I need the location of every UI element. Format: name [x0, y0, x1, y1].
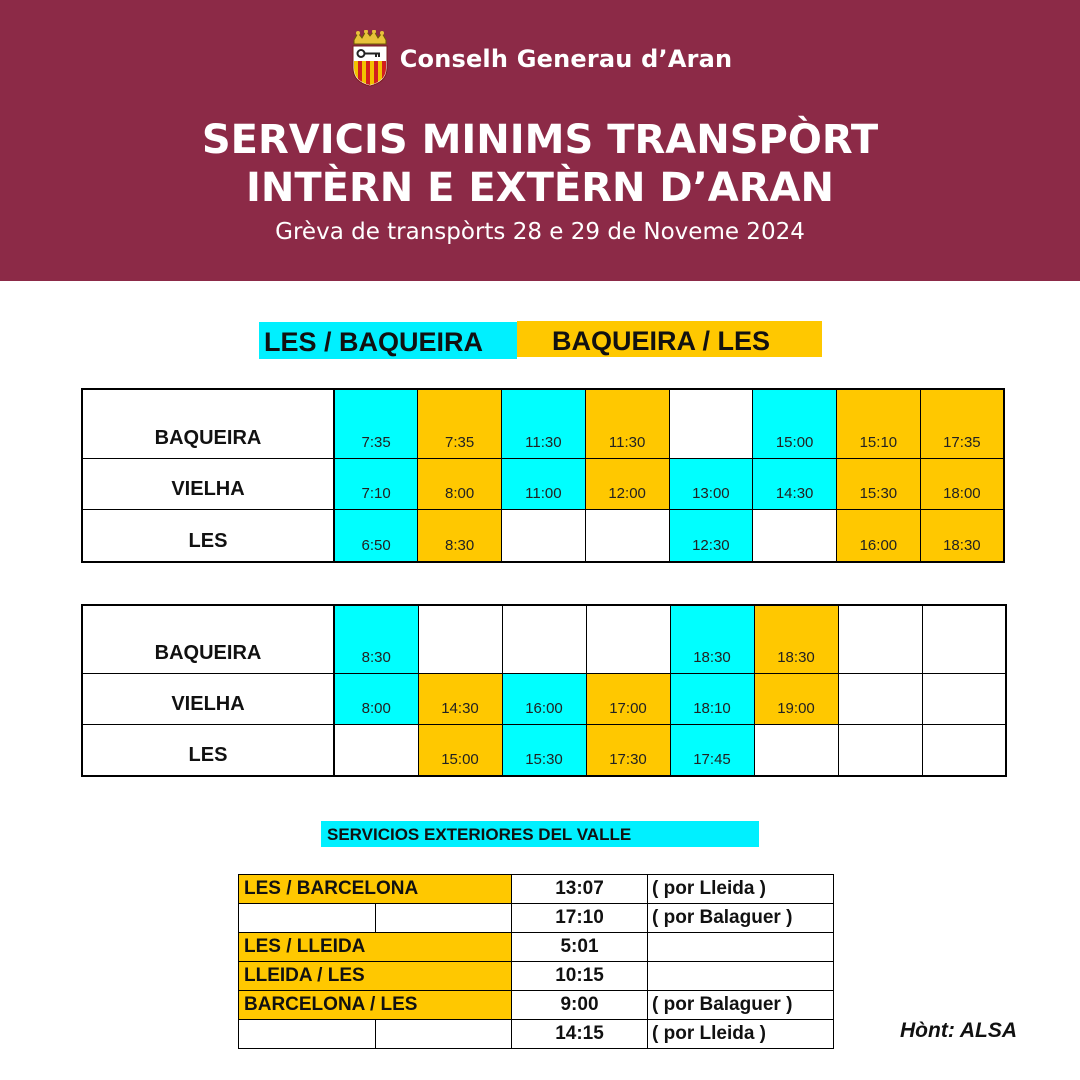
brand	[0, 30, 1080, 88]
route-via-note	[648, 962, 834, 991]
exterior-row	[239, 991, 834, 1020]
departure-time: 5:01	[512, 933, 648, 962]
departure-time	[502, 509, 586, 562]
legend-les-baqueira: LES / BAQUEIRA	[259, 322, 517, 359]
departure-time: 15:00	[418, 724, 502, 776]
departure-time	[922, 724, 1006, 776]
route-name: LLEIDA / LES	[239, 962, 512, 991]
empty-cell	[376, 1020, 512, 1049]
departure-time	[754, 724, 838, 776]
departure-time	[418, 605, 502, 673]
coat-of-arms-icon	[348, 30, 392, 88]
departure-time	[753, 509, 837, 562]
stop-name: BAQUEIRA	[82, 389, 334, 458]
stop-name: VIELHA	[82, 458, 334, 509]
departure-time: 8:00	[418, 458, 502, 509]
departure-time: 8:00	[334, 673, 418, 724]
departure-time: 16:00	[837, 509, 921, 562]
route-via-note: ( por Lleida )	[648, 875, 834, 904]
departure-time	[922, 673, 1006, 724]
departure-time: 15:30	[502, 724, 586, 776]
schedule-1-body	[82, 389, 1004, 562]
departure-time: 18:00	[920, 458, 1004, 509]
departure-time	[922, 605, 1006, 673]
departure-time: 11:30	[502, 389, 586, 458]
stop-name: LES	[82, 724, 334, 776]
exterior-row	[239, 962, 834, 991]
departure-time: 8:30	[418, 509, 502, 562]
departure-time: 7:35	[334, 389, 418, 458]
departure-time: 18:30	[754, 605, 838, 673]
departure-time: 16:00	[502, 673, 586, 724]
org-name: Conselh Generau d’Aran	[399, 45, 733, 73]
page-title	[0, 116, 1080, 212]
departure-time: 17:00	[586, 673, 670, 724]
exterior-row	[239, 933, 834, 962]
empty-cell	[239, 1020, 376, 1049]
schedule-2-body	[82, 605, 1006, 776]
departure-time: 14:15	[512, 1020, 648, 1049]
departure-time: 7:10	[334, 458, 418, 509]
title-line-2: INTÈRN E EXTÈRN D’ARAN	[246, 165, 834, 211]
schedule-row	[82, 389, 1004, 458]
schedule-row	[82, 509, 1004, 562]
exterior-services-title: SERVICIOS EXTERIORES DEL VALLE	[321, 821, 759, 847]
departure-time	[585, 509, 669, 562]
departure-time: 17:35	[920, 389, 1004, 458]
departure-time: 15:30	[837, 458, 921, 509]
stop-name: LES	[82, 509, 334, 562]
departure-time	[838, 673, 922, 724]
schedule-row	[82, 605, 1006, 673]
departure-time	[334, 724, 418, 776]
departure-time: 12:00	[585, 458, 669, 509]
departure-time: 14:30	[753, 458, 837, 509]
header-banner	[0, 0, 1080, 281]
exterior-row	[239, 904, 834, 933]
route-via-note: ( por Lleida )	[648, 1020, 834, 1049]
departure-time	[502, 605, 586, 673]
departure-time: 15:00	[753, 389, 837, 458]
departure-time: 11:30	[585, 389, 669, 458]
departure-time: 15:10	[837, 389, 921, 458]
departure-time: 13:00	[669, 458, 753, 509]
departure-time: 6:50	[334, 509, 418, 562]
departure-time: 18:30	[670, 605, 754, 673]
exterior-row	[239, 875, 834, 904]
legend-baqueira-les: BAQUEIRA / LES	[517, 321, 822, 357]
exterior-services-table	[238, 874, 834, 1049]
route-via-note	[648, 933, 834, 962]
departure-time: 18:10	[670, 673, 754, 724]
departure-time: 17:10	[512, 904, 648, 933]
departure-time	[838, 605, 922, 673]
departure-time: 11:00	[502, 458, 586, 509]
route-name: LES / LLEIDA	[239, 933, 512, 962]
departure-time: 19:00	[754, 673, 838, 724]
route-name: BARCELONA / LES	[239, 991, 512, 1020]
schedule-row	[82, 458, 1004, 509]
departure-time: 8:30	[334, 605, 418, 673]
schedule-table-2	[81, 604, 1007, 777]
route-name: LES / BARCELONA	[239, 875, 512, 904]
departure-time	[586, 605, 670, 673]
route-via-note: ( por Balaguer )	[648, 904, 834, 933]
schedule-row	[82, 673, 1006, 724]
departure-time: 10:15	[512, 962, 648, 991]
schedule-row	[82, 724, 1006, 776]
departure-time: 17:45	[670, 724, 754, 776]
exterior-row	[239, 1020, 834, 1049]
schedule-table-1	[81, 388, 1005, 563]
empty-cell	[239, 904, 376, 933]
departure-time: 12:30	[669, 509, 753, 562]
departure-time: 18:30	[920, 509, 1004, 562]
departure-time: 7:35	[418, 389, 502, 458]
title-line-1: SERVICIS MINIMS TRANSPÒRT	[201, 117, 879, 163]
exterior-services-body	[239, 875, 834, 1049]
source-credit: Hònt: ALSA	[900, 1019, 1018, 1042]
departure-time: 13:07	[512, 875, 648, 904]
page-subtitle: Grèva de transpòrts 28 e 29 de Noveme 2024	[275, 219, 805, 245]
empty-cell	[376, 904, 512, 933]
stop-name: VIELHA	[82, 673, 334, 724]
departure-time: 9:00	[512, 991, 648, 1020]
departure-time	[669, 389, 753, 458]
departure-time: 17:30	[586, 724, 670, 776]
stop-name: BAQUEIRA	[82, 605, 334, 673]
departure-time: 14:30	[418, 673, 502, 724]
route-via-note: ( por Balaguer )	[648, 991, 834, 1020]
departure-time	[838, 724, 922, 776]
